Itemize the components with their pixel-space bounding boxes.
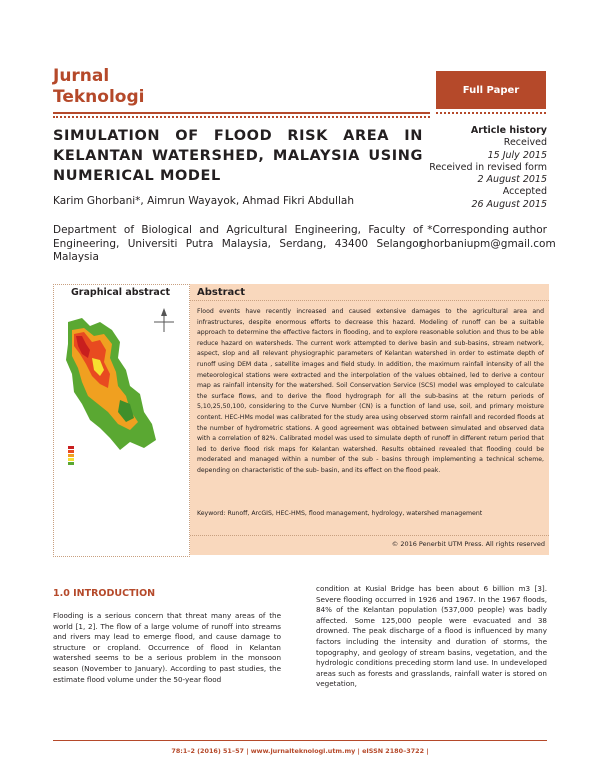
header-rule [53,112,430,114]
abstract-dotted-rule [190,300,549,301]
history-heading: Article history [470,125,547,136]
corresponding-email[interactable]: ghorbaniupm@gmail.com [420,237,556,250]
received-label: Received [503,137,547,149]
intro-column-2: condition at Kusial Bridge has been about 6 billion m3 [3]. Severe flooding occurred in 1926 and 1967. In the 1967 floods, 84% of the Kelantan population (537,000 people) was badly affected. Some 125,000 people were evacuated and 38 drowned. The peak discharge of a flood is influenced by many factors including the intensity and duration of storms, the topography, and geology of stream basins, vegetation, and the hydrologic conditions preceding storm land use. In undeveloped areas such as forests and grasslands, rainfall water is stored on vegetation, [316,584,547,689]
journal-name-line2: Teknologi [53,87,145,107]
accepted-label: Accepted [502,186,547,198]
corresponding-label: *Corresponding author [427,224,547,236]
paper-title: SIMULATION OF FLOOD RISK AREA IN KELANTAN WATERSHED, MALAYSIA USING NUMERICAL MODEL [53,128,423,184]
section-heading-introduction: 1.0 INTRODUCTION [53,588,156,599]
revised-date: 2 August 2015 [477,174,547,186]
graphical-abstract-title: Graphical abstract [71,287,170,298]
abstract-dotted-rule-bottom [190,535,549,536]
affiliation: Department of Biological and Agricultural Engineering, Faculty of Engineering, Universiti Putra Malaysia, Serdang, 43400 Selangor Malaysia [53,224,423,263]
revised-label: Received in revised form [429,161,547,173]
abstract-text: Flood events have recently increased and caused extensive damages to the agricultural area and infrastructures, despite enormous efforts to decrease this hazard. Modeling of runoff can be a suitable approach to determine the effective factors in flooding, and to explore reasonable solution and thus to be able reduce hazard on watersheds. The current work attempted to derive basin and sub-basins, stream network, aspect, slop and all relevant physiographic parameters of Kelantan watershed in order to estimate depth of runoff using DEM data , satellite images and field study. In addition, the maximum rainfall intensity of all the meteorological stations were extracted and the interpolation of the values obtained, led to derive a contour map as rainfall intensity for the watershed. Soil Conservation Service (SCS) model was employed to calculate the surface flows, and to derive the flood hydrograph for all the sub-basins at the return periods of 5,10,25,50,100, considering to the Curve Number (CN) is a function of land use, soil, and primary moisture content. HEC-HMs model was calibrated for the study area using observed storm rainfall and recorded floods at the number of hydrometric stations. A good agreement was obtained between simulated and observed data with a correlation of 82%. Calibrated model was used to simulate depth of runoff in different return period that led to derive flood risk maps for Kelantan watershed. Results obtained revealed that flooding could be moderated and managed within a number of the sub - basins through implementing a technical scheme, depending on characteristic of the sub- basin, and its effect on the flood peak. [197,308,544,474]
abstract-title: Abstract [197,287,246,298]
map-legend [68,446,74,465]
journal-name [53,66,144,108]
article-history [420,125,547,211]
page-footer: 78:1–2 (2016) 51–57 | www.jurnalteknologi.utm.my | eISSN 2180–3722 | [171,747,429,755]
header-dotted-rule [53,116,430,118]
received-date: 15 July 2015 [487,149,547,161]
flood-risk-map-figure [60,300,185,470]
corresponding-author [420,224,556,251]
footer-rule [53,740,547,741]
accepted-date: 26 August 2015 [471,198,547,210]
authors: Karim Ghorbani*, Aimrun Wayayok, Ahmad Fikri Abdullah [53,195,354,207]
journal-name-line1: Jurnal [53,66,110,86]
intro-column-1: Flooding is a serious concern that threat many areas of the world [1, 2]. The flow of a large volume of runoff into streams and rivers may lead to emerge flood, and cause damage to structure or cropland. Occurrence of flood in Kelantan watershed seems to be a serious problem in the monsoon season (November to January). According to past studies, the estimate flood volume under the 50-year flood [53,611,281,684]
copyright-notice: © 2016 Penerbit UTM Press. All rights reserved [391,540,545,548]
badge-dotted-rule [436,112,546,114]
keywords: Keyword: Runoff, ArcGIS, HEC-HMS, flood management, hydrology, watershed management [197,510,483,517]
full-paper-badge: Full Paper [436,71,546,109]
